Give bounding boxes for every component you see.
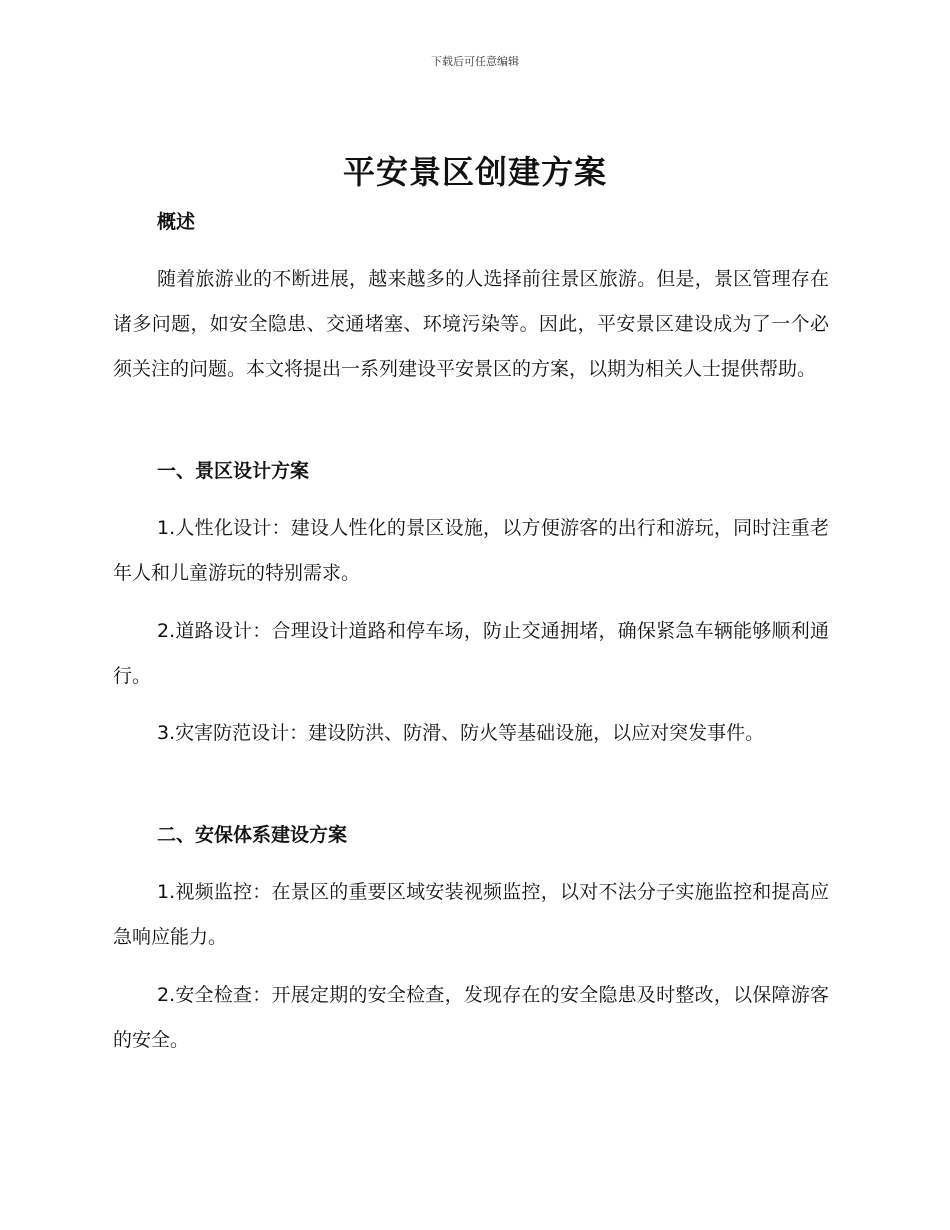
section1-item-1: 1.人性化设计：建设人性化的景区设施，以方便游客的出行和游玩，同时注重老年人和儿童游玩的特别需求。 <box>113 517 829 584</box>
section2-heading: 二、安保体系建设方案 <box>157 824 348 846</box>
section2-item-2: 2.安全检查：开展定期的安全检查，发现存在的安全隐患及时整改，以保障游客的安全。 <box>113 984 829 1051</box>
section2-item-1: 1.视频监控：在景区的重要区域安装视频监控，以对不法分子实施监控和提高应急响应能力。 <box>113 881 829 948</box>
header-note: 下载后可任意编辑 <box>431 55 519 68</box>
overview-heading: 概述 <box>157 211 196 233</box>
section1-heading: 一、景区设计方案 <box>157 460 310 482</box>
overview-paragraph: 随着旅游业的不断进展，越来越多的人选择前往景区旅游。但是，景区管理存在诸多问题，如安全隐患、交通堵塞、环境污染等。因此，平安景区建设成为了一个必须关注的问题。本文将提出一系列建设平安景区的方案，以期为相关人士提供帮助。 <box>113 268 829 380</box>
document-title: 平安景区创建方案 <box>342 153 607 191</box>
section1-item-3: 3.灾害防范设计：建设防洪、防滑、防火等基础设施，以应对突发事件。 <box>157 722 765 744</box>
section1-item-2: 2.道路设计：合理设计道路和停车场，防止交通拥堵，确保紧急车辆能够顺利通行。 <box>113 620 829 687</box>
